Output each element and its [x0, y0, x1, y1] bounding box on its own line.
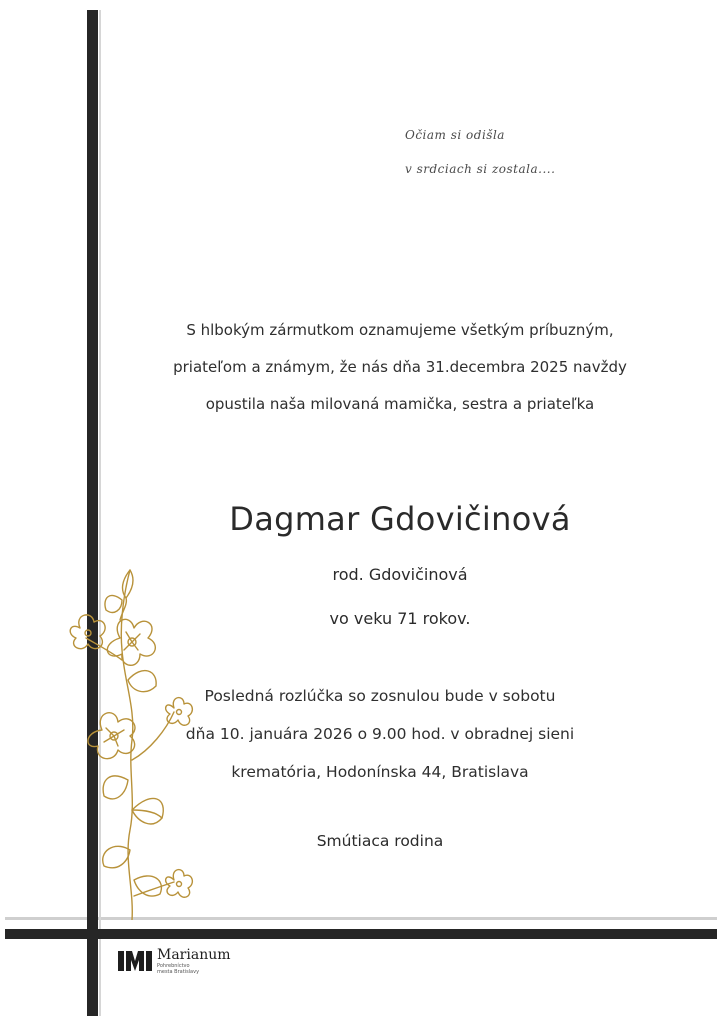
motto	[405, 118, 645, 186]
maiden-name: rod. Gdovičinová	[332, 565, 468, 584]
flower-branch-icon	[62, 560, 212, 920]
logo-subtitle-2: mesta Bratislavy	[157, 969, 200, 975]
frame-horizontal-line	[5, 929, 717, 939]
logo-text	[157, 947, 231, 975]
signature: Smútiaca rodina	[316, 832, 444, 850]
age-at-death: vo veku 71 rokov.	[329, 609, 471, 628]
motto-line-2: v srdciach si zostala....	[405, 162, 556, 176]
ceremony-line-2: dňa 10. januára 2026 o 9.00 hod. v obradnej sieni	[185, 725, 575, 743]
announcement-line-1: S hlbokým zármutkom oznamujeme všetkým príbuzným,	[186, 321, 614, 339]
announcement-line-2: priateľom a známym, že nás dňa 31.decembra 2025 navždy	[173, 358, 627, 376]
announcement-line-3: opustila naša milovaná mamička, sestra a priateľka	[205, 395, 595, 413]
motto-line-1: Očiam si odišla	[405, 128, 505, 142]
ceremony-line-1: Posledná rozlúčka so zosnulou bude v sobotu	[204, 687, 556, 705]
marianum-logo-icon	[116, 947, 154, 975]
marianum-logo	[116, 947, 231, 975]
logo-subtitle-1: Pohrebníctvo	[157, 963, 190, 969]
ceremony-line-3: krematória, Hodonínska 44, Bratislava	[231, 763, 529, 781]
deceased-name: Dagmar Gdovičinová	[229, 500, 571, 538]
announcement-text	[130, 312, 670, 423]
logo-name: Marianum	[157, 947, 231, 963]
